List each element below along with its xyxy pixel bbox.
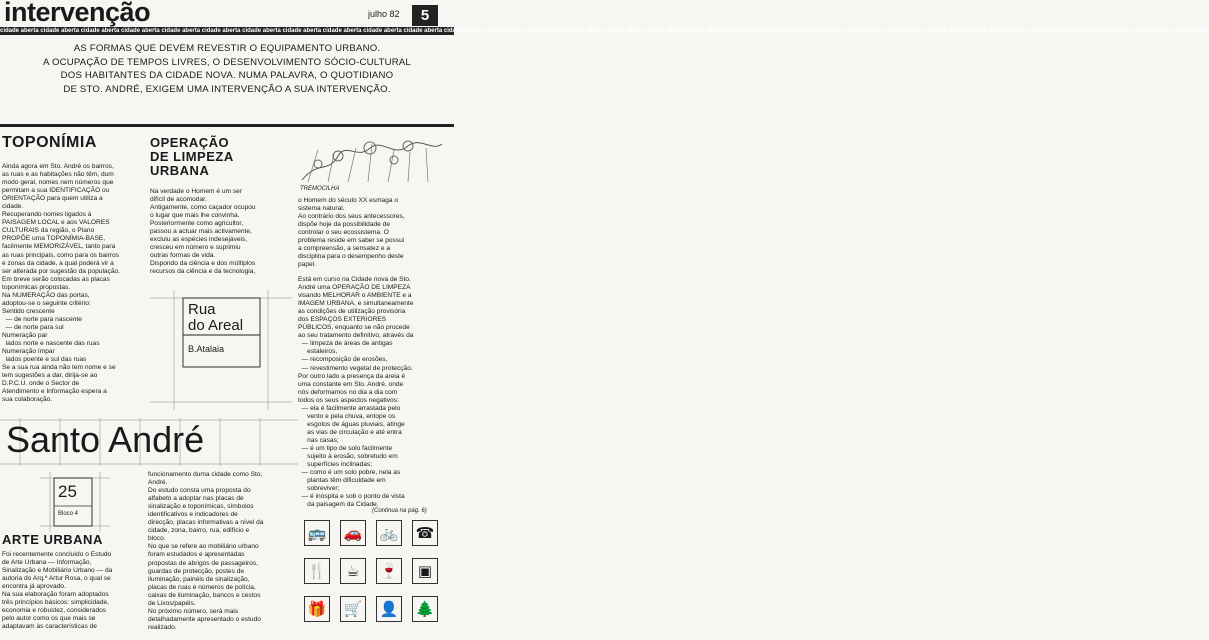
- cart-icon: 🛒: [340, 596, 366, 622]
- glass-icon: 🍷: [376, 558, 402, 584]
- arte-urbana-title: ARTE URBANA: [2, 532, 103, 547]
- toponimia-body: Ainda agora em Sto. André os bairros, as ruas e as habitações não têm, dum modo geral, nomes nem números que permitam a sua IDENTIFICAÇÃO ou ORIENTAÇÃO para quem utiliza a cidade. Recuperando nomes ligados à PAISAGEM LOCAL e aos VALORES CULTURAIS da região, o Plano PROPÕE uma TOPONÍMIA-BASE, facilmente MEMORIZÁVEL, tanto para as ruas principais, como para os bairros e zonas da cidade, a qual poderá vir a ser alterada por sugestão da população. Em breve serão colocadas as placas toponímicas propostas. Na NUMERAÇÃO das portas, adoptou-se o seguinte critério: Sentido crescente — de norte para nascente — de norte para sul Numeração par lados norte e nascente das ruas Numeração ímpar lados poente e sul das ruas Se a sua rua ainda não tem nome e se tem sugestões a dar, dirija-se ao D.P.C.U. onde o Sector de Atendimento e Informação espera a sua colaboração.: [2, 163, 121, 404]
- phone-icon: ☎: [412, 520, 438, 546]
- pictogram-grid: [304, 520, 450, 638]
- bus-icon: 🚌: [304, 520, 330, 546]
- sign-bairro: B.Atalaia: [188, 344, 225, 354]
- street-sign-grid: [150, 290, 292, 410]
- door-number-sign: [40, 472, 110, 532]
- box-icon: ▣: [412, 558, 438, 584]
- intro-line: DOS HABITANTES DA CIDADE NOVA. NUMA PALAVRA, O QUOTIDIANO: [60, 70, 394, 82]
- operacao-title: OPERAÇÃO DE LIMPEZA URBANA: [150, 135, 234, 178]
- page-number: 5: [412, 5, 438, 26]
- intro-line: A OCUPAÇÃO DE TEMPOS LIVRES, O DESENVOLVIMENTO SÓCIO-CULTURAL: [43, 56, 411, 68]
- cutlery-icon: 🍴: [304, 558, 330, 584]
- car-icon: 🚗: [340, 520, 366, 546]
- sign-rua-line2: do Areal: [188, 317, 244, 334]
- limpeza-text: Está em curso na Cidade nova de Sto. André uma OPERAÇÃO DE LIMPEZA visando MELHORAR o AMBIENTE e a IMAGEM URBANA, e simultaneamente as condições de utilização provisória dos ESPAÇOS EXTERIORES PÚBLICOS, enquanto se não procede ao seu tratamento definitivo, através da — limpeza de áreas de antigas estaleiros, — recomposição de erosões, — revestimento vegetal de protecção. Por outro lado a presença da areia é uma constante em Sto. André, onde nós deformamos no dia a dia com todos os seus aspectos negativos: — ela é facilmente arrastada pelo vento e pela chuva, entope os esgotos de águas pluviais, atinge as vias de circulação e até entra nas casas; — é um tipo de solo facilmente sujeito à erosão, sobretudo em superfícies inclinadas; — como é um solo pobre, nela as plantas têm dificuldade em sobreviver; — é inóspita e sob o ponto de vista da paisagem da Cidade.: [298, 276, 414, 509]
- bicycle-icon: 🚲: [376, 520, 402, 546]
- section-rule: [0, 124, 454, 127]
- arte-urbana-body: Foi recentemente concluído o Estudo de Arte Urbana — Informação, Sinalização e Mobiliário Urbano — da autoria do Arq.º Artur Rosa, o qual se encontra já aprovado. Na sua elaboração foram adoptados três princípios básicos: simplicidade, economia e robustez, considerados pelo autor como os que mais se adaptavam às características de: [2, 551, 113, 631]
- block-label: Bloco 4: [58, 511, 79, 517]
- issue-date: julho 82: [368, 9, 400, 19]
- sign-rua-line1: Rua: [188, 301, 216, 318]
- ecosystem-text: o Homem do século XX esmaga o sistema natural. Ao contrário dos seus antecessores, dispõe hoje da possibilidade de controlar o seu ecossistema. O problema reside em saber se possui a compreensão, a sensatez e a disciplina para o desempenho deste papel.: [298, 197, 405, 269]
- mobiliario-text: funcionamento duma cidade como Sto. André. Do estudo consta uma proposta do alfabeto a adoptar nas placas de sinalização e toponímicas, símbolos identificativos e indicadores de direcção, placas informativas a nível da cidade, zona, bairro, rua, edifício e bloco. No que se refere ao mobiliário urbano foram estudados e apresentadas propostas de abrigos de passageiros, guardas de protecção, postes de iluminação, painéis de sinalização, placas de ruas e números de polícia, caixas de iluminação, bancos e cestos de Lixos/papéis. No próximo número, será mais detalhadamente apresentado o estudo realizado.: [148, 471, 264, 631]
- santo-andre-sign: [0, 418, 298, 466]
- cup-icon: ☕: [340, 558, 366, 584]
- tree-icon: 🌲: [412, 596, 438, 622]
- toponimia-title: TOPONÍMIA: [2, 134, 97, 151]
- gift-icon: 🎁: [304, 596, 330, 622]
- intro-line: DE STO. ANDRÉ, EXIGEM UMA INTERVENÇÃO A SUA INTERVENÇÃO.: [63, 83, 391, 95]
- intro-text: [22, 42, 432, 96]
- tremocilha-drawing: [298, 130, 446, 184]
- masthead-title: intervenção: [4, 0, 151, 27]
- door-number: 25: [58, 482, 77, 501]
- operacao-body: Na verdade o Homem é um ser difícil de acomodar. Antigamente, como caçador ocupou o lugar que mais lhe convinha. Posteriormente como agricultor, passou a actuar mais activamente, excluiu as espécies indesejáveis, cresceu em número e suprimiu outras formas de vida. Dispondo da ciência e dos múltiplos recursos da ciência e da tecnologia,: [150, 188, 256, 276]
- tremocilha-caption: TREMOCILHA: [300, 186, 340, 192]
- continued-note: (Continua na pág. 6): [372, 508, 427, 514]
- intro-line: AS FORMAS QUE DEVEM REVESTIR O EQUIPAMENTO URBANO.: [73, 43, 381, 54]
- person-icon: 👤: [376, 596, 402, 622]
- cidade-aberta-strip: cidade aberta cidade aberta cidade aberta cidade aberta cidade aberta cidade aberta cidade aberta cidade aberta cidade aberta cidade aberta cidade aberta cidade aberta cidade aberta cidade aberta cidade aberta cidade aberta cidade aberta cidade aberta cidade aberta cidade aberta cidade aberta cidade aberta cidade aberta cidade aberta cidade aberta cidade aberta cidade aberta cidade aberta cidade aberta cidade aberta: [0, 28, 1209, 34]
- big-name: Santo André: [6, 419, 205, 460]
